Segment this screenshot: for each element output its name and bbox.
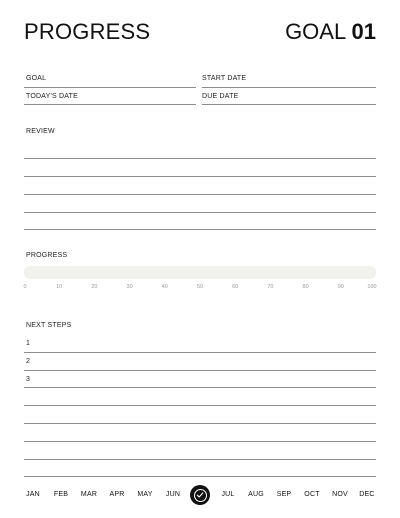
month-sep[interactable]: SEP [276,491,292,498]
review-line[interactable] [24,158,376,159]
page-title: PROGRESS [24,19,151,44]
review-label: REVIEW [26,128,55,135]
month-jan[interactable]: JAN [26,491,40,498]
month-dec[interactable]: DEC [359,491,375,498]
month-mar[interactable]: MAR [80,491,98,498]
step-line[interactable] [24,405,376,406]
step-line[interactable] [24,441,376,442]
month-jul[interactable]: JUL [221,491,235,498]
month-aug[interactable]: AUG [248,491,264,498]
goal-heading [285,19,376,45]
review-line[interactable] [24,229,376,230]
start-date-field-line[interactable] [202,87,376,88]
progress-track[interactable] [24,266,376,279]
step-number: 3 [26,376,30,383]
month-jun[interactable]: JUN [165,491,181,498]
check-ring [194,489,207,502]
month-apr[interactable]: APR [109,491,125,498]
todays-date-field-line[interactable] [24,104,196,105]
start-date-label: START DATE [202,75,247,82]
goal-number: 01 [351,19,376,44]
step-line[interactable] [24,352,376,353]
progress-tick: 90 [337,284,344,290]
checkmark-icon [196,491,204,499]
progress-tick: 80 [302,284,309,290]
progress-tick: 100 [367,284,377,290]
goal-field-line[interactable] [24,87,196,88]
review-line[interactable] [24,212,376,213]
due-date-label: DUE DATE [202,93,239,100]
progress-tick: 30 [126,284,133,290]
review-line[interactable] [24,176,376,177]
todays-date-label: TODAY'S DATE [26,93,78,100]
progress-tick: 50 [196,284,204,290]
step-number: 1 [26,340,30,347]
step-line[interactable] [24,370,376,371]
progress-tick: 10 [56,284,63,290]
progress-label: PROGRESS [26,252,68,259]
due-date-field-line[interactable] [202,104,376,105]
check-circle-icon[interactable] [190,485,210,505]
month-nov[interactable]: NOV [332,491,348,498]
step-line[interactable] [24,387,376,388]
step-line[interactable] [24,459,376,460]
month-feb[interactable]: FEB [53,491,69,498]
month-may[interactable]: MAY [137,491,153,498]
goal-label: GOAL [26,75,47,82]
progress-tick: 0 [23,284,27,290]
step-line[interactable] [24,476,376,477]
step-line[interactable] [24,423,376,424]
progress-tick: 70 [267,284,274,290]
progress-tick: 20 [91,284,98,290]
progress-tick: 60 [232,284,239,290]
review-line[interactable] [24,194,376,195]
next-steps-label: NEXT STEPS [26,322,72,329]
progress-tick: 40 [161,284,168,290]
month-oct[interactable]: OCT [304,491,320,498]
goal-prefix: GOAL [285,19,346,44]
step-number: 2 [26,358,30,365]
